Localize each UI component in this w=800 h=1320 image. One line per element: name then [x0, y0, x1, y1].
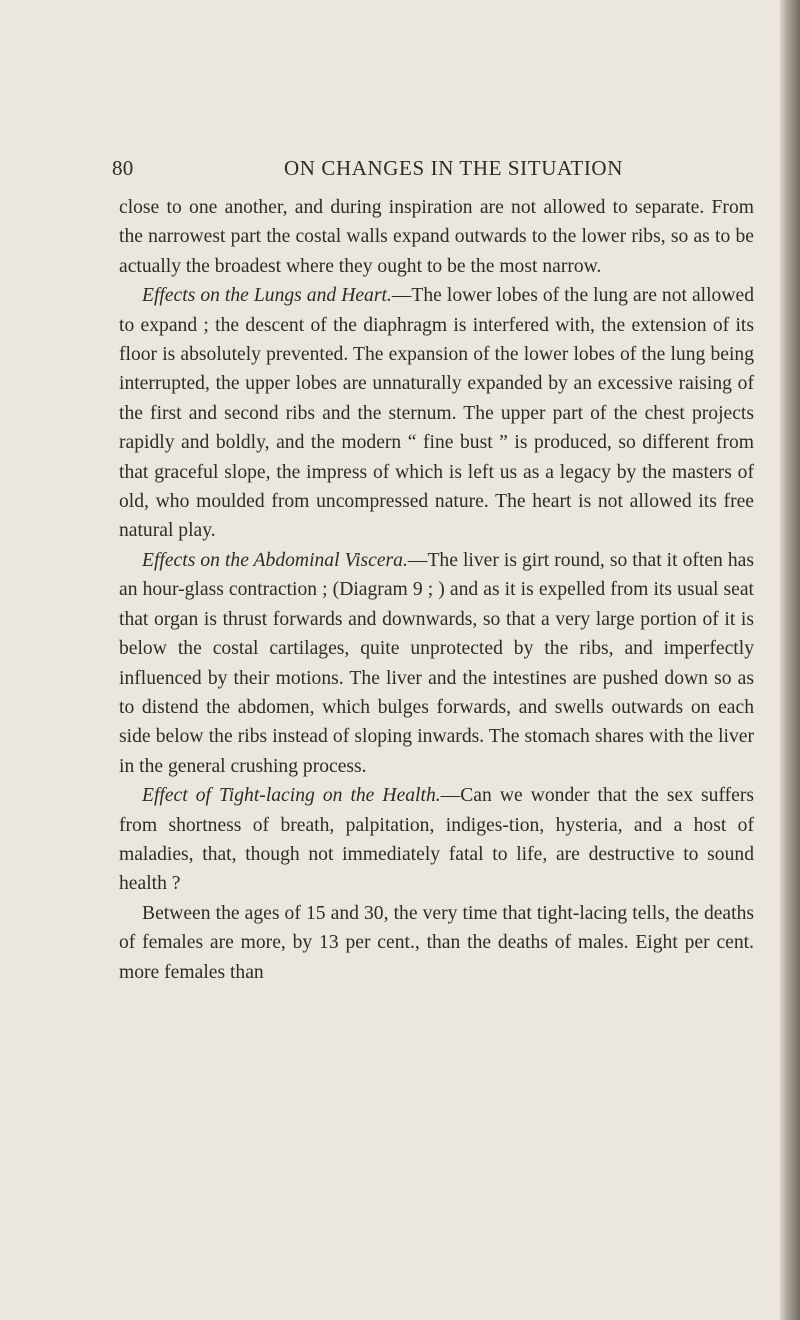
running-head-title: ON CHANGES IN THE SITUATION	[284, 156, 623, 180]
paragraph-2	[119, 281, 754, 546]
paragraph-4-heading: Effect of Tight-lacing on the Health.	[142, 785, 441, 807]
running-head	[112, 152, 752, 182]
paragraph-5	[119, 899, 754, 987]
paragraph-3-text: —The liver is girt round, so that it often has an hour-glass contraction ; (Diagram 9 ; ) and as it is expelled from its usual seat that organ is thrust forwards and downwards, so that a very large portion of it is below the costal cartilages, quite unprotected by the ribs, and imperfectly influenced by their motions. The liver and the intestines are pushed down so as to distend the abdomen, which bulges forwards, and swells outwards on each side below the ribs instead of sloping inwards. The stomach shares with the liver in the general crushing process.	[119, 549, 754, 777]
page-edge-shadow	[780, 0, 800, 1320]
paragraph-3-heading: Effects on the Abdominal Viscera.	[142, 549, 408, 571]
paragraph-4	[119, 781, 754, 899]
paragraph-1-text: close to one another, and during inspiration are not allowed to separate. From the narrowest part the costal walls expand outwards to the lower ribs, so as to be actually the broadest where they ought to be the most narrow.	[119, 197, 754, 277]
paragraph-3	[119, 546, 754, 781]
paragraph-2-heading: Effects on the Lungs and Heart.	[142, 285, 392, 307]
paragraph-5-text: Between the ages of 15 and 30, the very time that tight-lacing tells, the deaths of females are more, by 13 per cent., than the deaths of males. Eight per cent. more females than	[119, 902, 754, 983]
page-number: 80	[112, 156, 134, 180]
paragraph-2-text: —The lower lobes of the lung are not allowed to expand ; the descent of the diaphragm is interfered with, the extension of its floor is absolutely prevented. The expansion of the lower lobes of the lung being interrupted, the upper lobes are unnaturally expanded by an excessive raising of the first and second ribs and the sternum. The upper part of the chest projects rapidly and boldly, and the modern “ fine bust ” is produced, so different from that graceful slope, the impress of which is left us as a legacy by the masters of old, who moulded from uncompressed nature. The heart is not allowed its free natural play.	[119, 285, 754, 542]
paragraph-1	[119, 193, 754, 281]
paragraph-4-text: —Can we wonder that the sex suffers from shortness of breath, palpitation, indiges-tion, hysteria, and a host of maladies, that, though not immediately fatal to life, are destructive to sound health ?	[119, 785, 754, 895]
body-text	[119, 193, 754, 987]
